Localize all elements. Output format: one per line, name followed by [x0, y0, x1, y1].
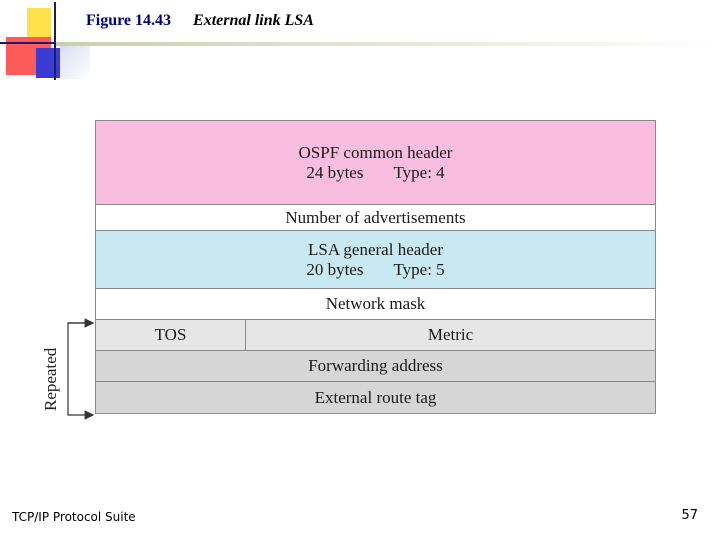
external-link-lsa-diagram [95, 120, 656, 414]
network-mask-field [96, 289, 655, 320]
ospf-header-size: 24 bytes [306, 162, 364, 182]
external-route-tag-label: External route tag [314, 387, 437, 407]
number-of-advertisements-label: Number of advertisements [285, 207, 466, 227]
ospf-common-header-field [96, 121, 655, 205]
page-number: 57 [681, 508, 698, 523]
ospf-header-details [306, 163, 444, 183]
decor-title-underline [56, 42, 720, 46]
repeated-label: Repeated [41, 347, 60, 411]
lsa-header-size: 20 bytes [306, 259, 364, 279]
metric-label: Metric [427, 325, 474, 344]
network-mask-label: Network mask [325, 294, 426, 313]
repeated-bracket-arrow [62, 314, 102, 424]
metric-field [246, 320, 655, 350]
lsa-header-type: Type: 5 [393, 259, 445, 279]
lsa-header-details [306, 260, 444, 280]
figure-caption: External link LSA [193, 12, 314, 29]
footer-course-title: TCP/IP Protocol Suite [12, 510, 136, 524]
number-of-advertisements-field [96, 205, 655, 231]
forwarding-address-field [96, 351, 655, 382]
lsa-general-header-field [96, 231, 655, 289]
slide-title [86, 12, 314, 30]
external-route-tag-field [96, 382, 655, 413]
ospf-header-type: Type: 4 [393, 162, 445, 182]
forwarding-address-label: Forwarding address [308, 356, 443, 375]
decor-fade-block [60, 44, 90, 79]
figure-number: Figure 14.43 [86, 12, 172, 29]
tos-field [96, 320, 246, 350]
ospf-header-label: OSPF common header [298, 142, 453, 162]
tos-metric-field [96, 320, 655, 351]
tos-label: TOS [154, 325, 187, 344]
decor-vertical-line [54, 2, 56, 80]
lsa-header-label: LSA general header [308, 239, 443, 259]
